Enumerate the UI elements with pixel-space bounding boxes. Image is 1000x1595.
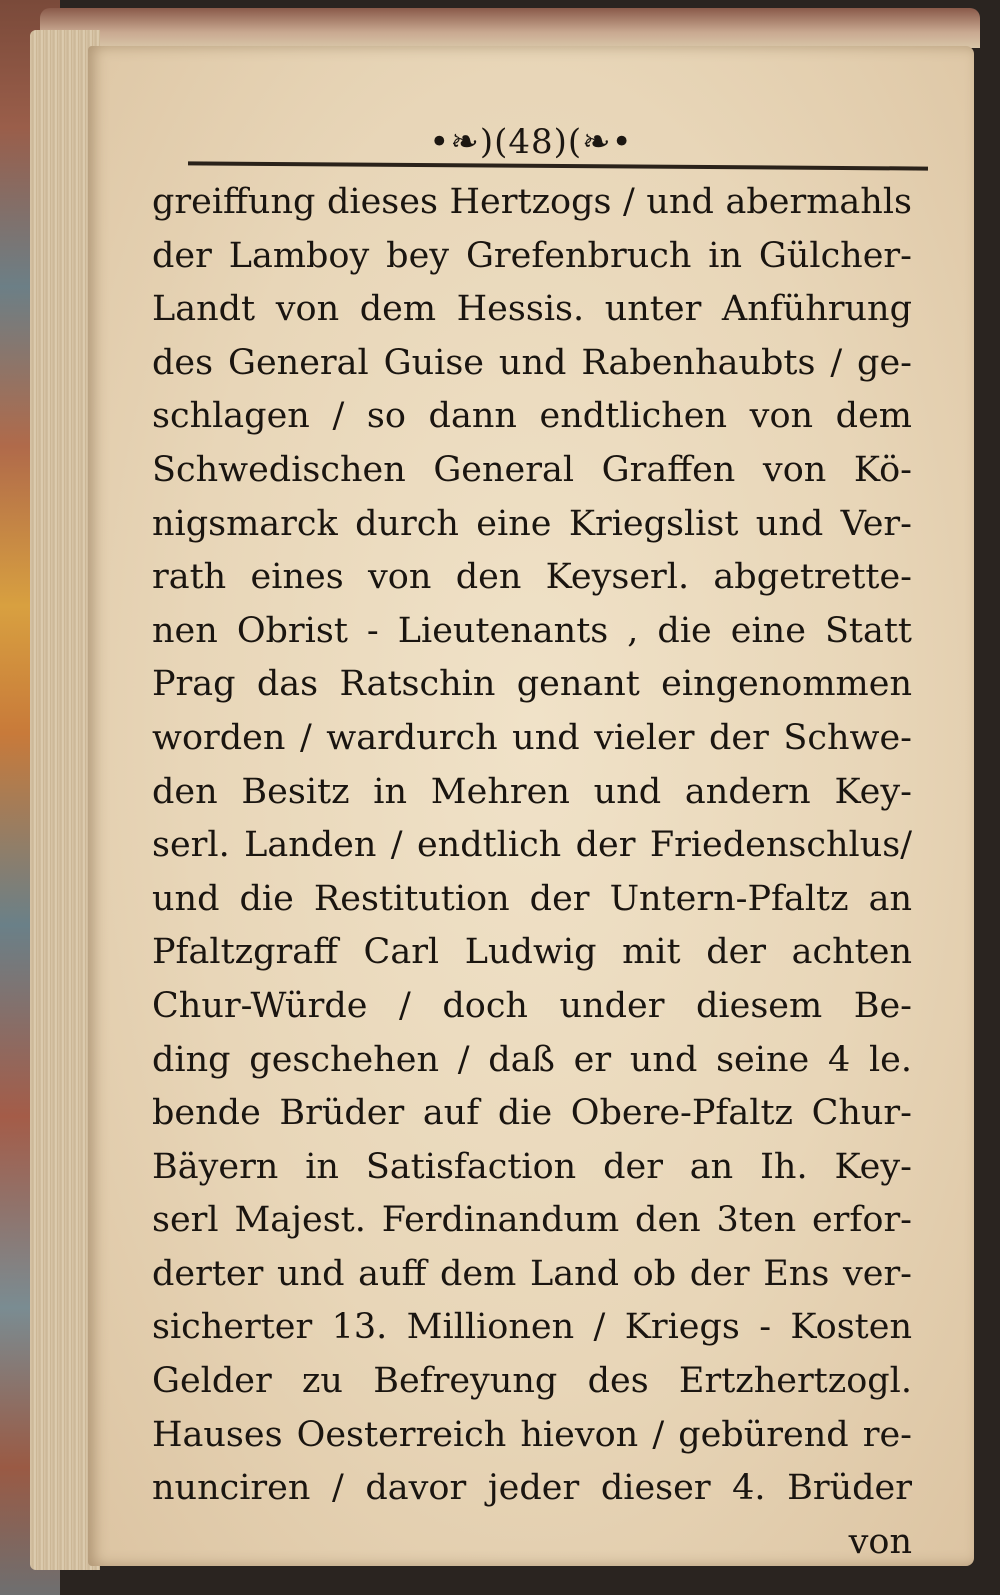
text-line: Pfaltzgraff Carl Ludwig mit der achten <box>152 932 912 973</box>
text-line: ding geschehen / daß er und seine 4 le. <box>152 1039 912 1080</box>
book-page <box>88 46 974 1566</box>
text-line: nigsmarck durch eine Kriegslist und Ver- <box>152 503 912 544</box>
text-line: bende Brüder auf die Obere-Pfaltz Chur- <box>152 1093 912 1134</box>
text-line: worden / wardurch und vieler der Schwe- <box>152 717 912 758</box>
text-line: Gelder zu Befreyung des Ertzhertzogl. <box>152 1361 912 1402</box>
text-line: nen Obrist - Lieutenants , die eine Statt <box>152 610 912 651</box>
text-line: Hauses Oesterreich hievon / gebürend re- <box>152 1414 912 1455</box>
text-line: schlagen / so dann endtlichen von dem <box>152 396 912 437</box>
book-top-edge <box>40 8 980 48</box>
text-line: Chur-Würde / doch under diesem Be- <box>152 985 912 1026</box>
header-rule <box>188 161 928 170</box>
text-line: und die Restitution der Untern-Pfaltz an <box>152 878 912 919</box>
text-line: sicherter 13. Millionen / Kriegs - Kosten <box>152 1307 912 1348</box>
text-line: Prag das Ratschin genant eingenommen <box>152 664 912 705</box>
text-line: nunciren / davor jeder dieser 4. Brüder <box>152 1468 912 1509</box>
text-line: Landt von dem Hessis. unter Anführung <box>152 289 912 330</box>
text-line: derter und auff dem Land ob der Ens ver- <box>152 1253 912 1294</box>
text-line: den Besitz in Mehren und andern Key- <box>152 771 912 812</box>
text-line: serl Majest. Ferdinandum den 3ten erfor- <box>152 1200 912 1241</box>
text-line: serl. Landen / endtlich der Friedenschlus/ <box>152 825 912 866</box>
page-header: •❧)(48)(❧• <box>429 122 633 162</box>
text-line: der Lamboy bey Grefenbruch in Gülcher- <box>152 235 912 276</box>
catchword: von <box>848 1521 912 1562</box>
text-line: des General Guise und Rabenhaubts / ge- <box>152 342 912 383</box>
text-line: rath eines von den Keyserl. abgetrette- <box>152 557 912 598</box>
text-line: greiffung dieses Hertzogs / und abermahls <box>152 182 912 222</box>
body-text <box>152 176 912 1569</box>
text-line: Bäyern in Satisfaction der an Ih. Key- <box>152 1146 912 1187</box>
text-line: Schwedischen General Graffen von Kö- <box>152 449 912 490</box>
